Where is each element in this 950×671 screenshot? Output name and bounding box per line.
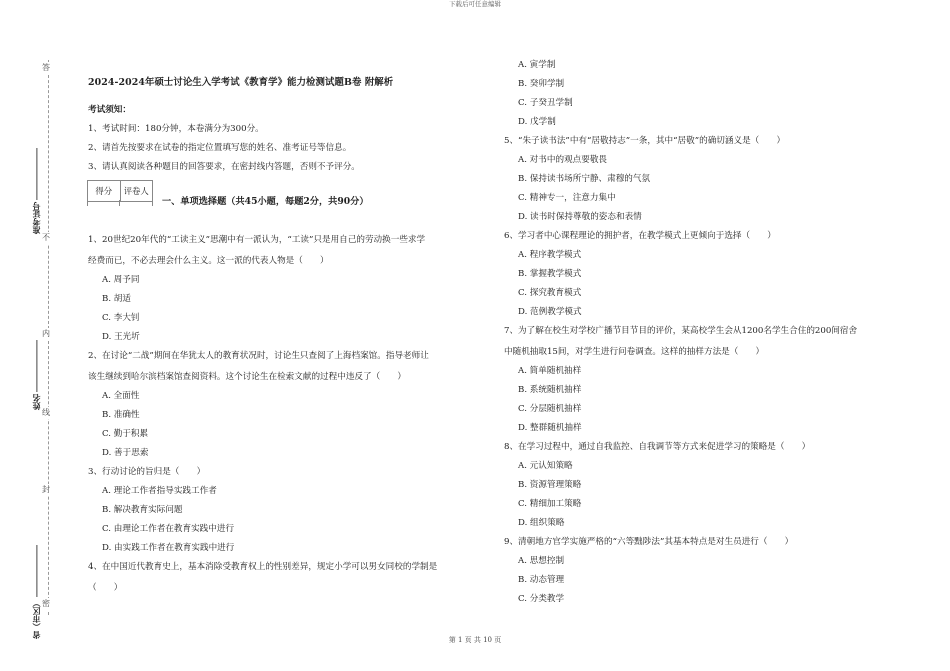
question-line: 8、在学习过程中，通过自我监控、自我调节等方式来促进学习的策略是（ ） — [504, 442, 811, 452]
option-line: B. 准确性 — [102, 410, 140, 420]
notice-heading: 考试须知： — [88, 105, 131, 115]
option-line: A. 思想控制 — [518, 556, 565, 566]
option-line: A. 全面性 — [102, 391, 140, 401]
option-line: C. 分类教学 — [518, 594, 565, 604]
option-line: A. 理论工作者指导实践工作者 — [102, 486, 217, 496]
binding-word: 内 — [42, 328, 50, 340]
option-line: A. 寅学制 — [518, 60, 556, 70]
option-line: B. 解决教育实际问题 — [102, 505, 183, 515]
option-line: B. 动态管理 — [518, 575, 565, 585]
option-line: C. 探究教育模式 — [518, 288, 582, 298]
exam-number-underline — [35, 148, 37, 200]
page-footer: 第 1 页 共 10 页 — [448, 636, 502, 644]
question-line: 5、“朱子读书法”中有“居敬持志”一条，其中“居敬”的确切涵义是（ ） — [504, 136, 786, 146]
name-field — [31, 340, 41, 410]
option-line: B. 胡适 — [102, 294, 131, 304]
option-line: D. 组织策略 — [518, 518, 565, 528]
notice-item: 3、请认真阅读各种题目的回答要求，在密封线内答题，否则不予评分。 — [88, 162, 360, 172]
option-line: C. 子癸丑学制 — [518, 98, 573, 108]
exam-number-label: 准考证号 — [31, 202, 41, 234]
option-line: B. 癸卯学制 — [518, 79, 565, 89]
option-line: B. 保持读书场所宁静、肃穆的气氛 — [518, 174, 651, 184]
score-box-blank — [87, 200, 153, 206]
option-line: D. 由实践工作者在教育实践中进行 — [102, 543, 235, 553]
option-line: A. 对书中的观点要敬畏 — [518, 155, 608, 165]
option-line: A. 程序教学模式 — [518, 250, 582, 260]
question-line: 经费而已，不必去理会什么主义。这一派的代表人物是（ ） — [88, 256, 329, 266]
option-line: B. 掌握教学模式 — [518, 269, 582, 279]
section-title: 一、单项选择题（共45小题，每题2分，共90分） — [162, 196, 369, 207]
question-line: 7、为了解在校生对学校广播节目节目的评价，某高校学生会从1200名学生合住的200间宿舍 — [504, 326, 858, 336]
name-label: 姓名 — [31, 394, 41, 410]
option-line: C. 精神专一，注意力集中 — [518, 193, 616, 203]
option-line: C. 李大钊 — [102, 313, 140, 323]
question-line: 4、在中国近代教育史上，基本消除受教育权上的性别差异，规定小学可以男女同校的学制是 — [88, 562, 438, 572]
province-label: 省（市区） — [31, 599, 41, 639]
option-line: B. 资源管理策略 — [518, 480, 582, 490]
name-underline — [35, 340, 37, 392]
option-line: D. 王光圻 — [102, 332, 140, 342]
province-field — [31, 545, 41, 639]
question-line: 3、行动讨论的旨归是（ ） — [88, 467, 206, 477]
option-line: C. 由理论工作者在教育实践中进行 — [102, 524, 235, 534]
score-box — [87, 180, 153, 202]
binding-word: 不 — [42, 232, 50, 244]
option-line: A. 简单随机抽样 — [518, 366, 582, 376]
option-line: C. 分层随机抽样 — [518, 404, 582, 414]
option-line: C. 精细加工策略 — [518, 499, 582, 509]
question-line: 9、清朝地方官学实施严格的“六等黜陟法”其基本特点是对生员进行（ ） — [504, 537, 794, 547]
binding-word: 线 — [42, 407, 50, 419]
option-line: A. 元认知策略 — [518, 461, 573, 471]
exam-number-field — [31, 148, 41, 234]
question-line: 1、20世纪20年代的“工读主义”思潮中有一派认为，“工读”只是用自己的劳动换一些求学 — [88, 235, 426, 245]
question-line: （ ） — [88, 583, 123, 593]
header-note: 下载后可任意编辑 — [449, 0, 501, 8]
option-line: C. 勤于积累 — [102, 429, 149, 439]
option-line: D. 范例教学模式 — [518, 307, 582, 317]
binding-word: 密 — [42, 598, 50, 610]
page-title: 2024-2024年硕士讨论生入学考试《教育学》能力检测试题B卷 附解析 — [88, 77, 394, 88]
option-line: D. 善于思索 — [102, 448, 149, 458]
question-line: 该生继续到哈尔滨档案馆查阅资料。这个讨论生在检索文献的过程中违反了（ ） — [88, 372, 406, 382]
notice-item: 2、请首先按要求在试卷的指定位置填写您的姓名、准考证号等信息。 — [88, 143, 352, 153]
question-line: 6、学习者中心课程理论的拥护者，在教学模式上更倾向于选择（ ） — [504, 231, 776, 241]
binding-word: 封 — [42, 484, 50, 496]
option-line: B. 系统随机抽样 — [518, 385, 582, 395]
province-underline — [35, 545, 37, 597]
score-label: 得分 — [88, 181, 121, 201]
option-line: D. 戊学制 — [518, 117, 556, 127]
option-line: D. 读书时保持尊敬的姿态和表情 — [518, 212, 642, 222]
notice-item: 1、考试时间：180分钟，本卷满分为300分。 — [88, 124, 264, 134]
grader-label: 评卷人 — [123, 185, 149, 196]
option-line: D. 整群随机抽样 — [518, 423, 582, 433]
question-line: 2、在讨论“二战”期间在华犹太人的教育状况时，讨论生只查阅了上海档案馆。指导老师让 — [88, 351, 429, 361]
option-line: A. 周予同 — [102, 275, 140, 285]
binding-word: 答 — [42, 62, 50, 74]
question-line: 中随机抽取15间，对学生进行问卷调查。这样的抽样方法是（ ） — [504, 347, 765, 357]
